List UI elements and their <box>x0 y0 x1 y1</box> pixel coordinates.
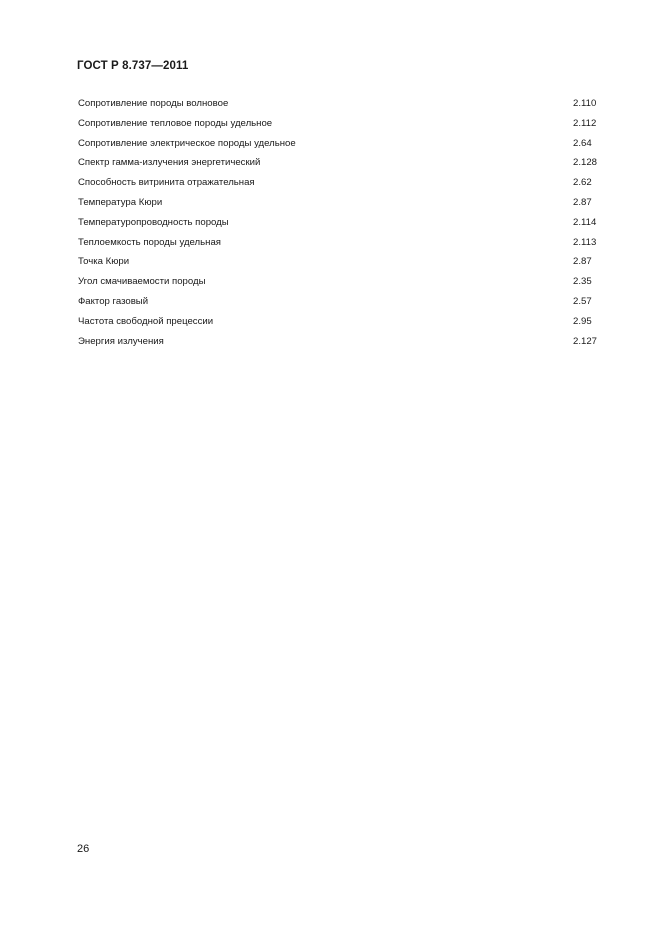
index-term: Температура Кюри <box>78 196 163 208</box>
index-term: Спектр гамма-излучения энергетический <box>78 157 261 169</box>
index-ref: 2.87 <box>573 256 592 268</box>
index-ref: 2.95 <box>573 315 592 327</box>
document-header: ГОСТ Р 8.737—2011 <box>77 60 189 72</box>
index-term: Теплоемкость породы удельная <box>78 236 221 248</box>
index-ref: 2.127 <box>573 335 598 347</box>
index-ref: 2.110 <box>573 98 597 109</box>
index-row <box>78 236 608 256</box>
alphabetical-index <box>78 97 608 354</box>
index-row <box>78 295 608 315</box>
index-term: Сопротивление тепловое породы удельное <box>78 117 273 129</box>
index-ref: 2.87 <box>573 196 592 208</box>
index-row <box>78 335 608 355</box>
index-row <box>78 196 608 216</box>
index-ref: 2.128 <box>573 157 598 169</box>
page-number: 26 <box>77 843 90 855</box>
index-term: Температуропроводность породы <box>78 216 229 228</box>
index-row <box>78 275 608 295</box>
index-ref: 2.113 <box>573 236 597 248</box>
index-term: Сопротивление породы волновое <box>78 98 229 109</box>
index-ref: 2.57 <box>573 295 592 307</box>
index-term: Сопротивление электрическое породы удельное <box>78 137 296 149</box>
index-ref: 2.64 <box>573 137 592 149</box>
index-row <box>78 97 608 117</box>
index-row <box>78 216 608 236</box>
index-row <box>78 255 608 275</box>
index-row <box>78 315 608 335</box>
index-term: Энергия излучения <box>78 335 164 347</box>
index-row <box>78 156 608 176</box>
index-term: Угол смачиваемости породы <box>78 276 206 288</box>
index-row <box>78 137 608 157</box>
index-ref: 2.62 <box>573 177 592 189</box>
index-ref: 2.35 <box>573 276 592 288</box>
index-term: Способность витринита отражательная <box>78 177 255 189</box>
index-row <box>78 117 608 137</box>
index-ref: 2.112 <box>573 117 597 129</box>
index-row <box>78 176 608 196</box>
index-term: Частота свободной прецессии <box>78 315 214 327</box>
index-term: Точка Кюри <box>78 256 130 268</box>
index-ref: 2.114 <box>573 216 597 228</box>
index-term: Фактор газовый <box>78 295 149 307</box>
